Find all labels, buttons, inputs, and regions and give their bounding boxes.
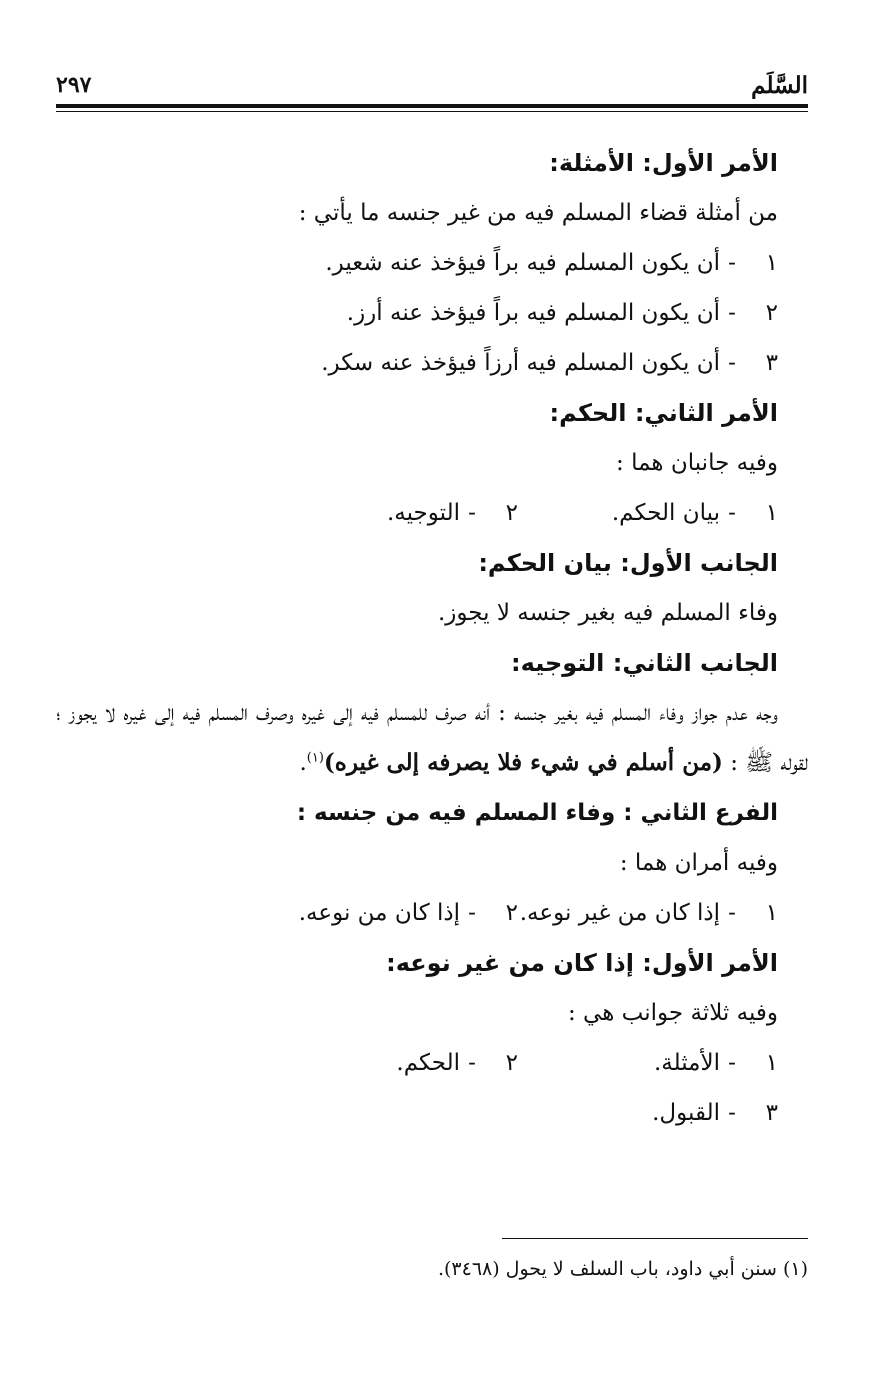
ruling-text: وفاء المسلم فيه بغير جنسه لا يجوز. bbox=[438, 600, 778, 626]
item-dash: - bbox=[728, 300, 736, 326]
item-number: ٢ bbox=[505, 1050, 518, 1076]
reason-text: وجه عدم جواز وفاء المسلم فيه بغير جنسه : أنه صرف للمسلم فيه إلى غيره وصرف المسلم فيه إلى غيره لا يجوز ؛ لقوله ﷺ : bbox=[56, 700, 808, 776]
item-number: ٢ bbox=[505, 900, 518, 926]
item-dash: - bbox=[468, 500, 476, 526]
examples-intro: من أمثلة قضاء المسلم فيه من غير جنسه ما يأتي : bbox=[298, 200, 778, 226]
list-item bbox=[518, 1038, 778, 1088]
page-body bbox=[56, 138, 808, 1138]
item-text: إذا كان من نوعه. bbox=[298, 900, 460, 926]
footnote-ref[interactable]: (١) bbox=[306, 750, 324, 766]
item-text: القبول. bbox=[652, 1100, 720, 1126]
heading-amr-second: الأمر الثاني: الحكم: bbox=[549, 399, 778, 427]
header-rule-thick bbox=[56, 104, 808, 108]
list-item bbox=[56, 338, 808, 388]
item-dash: - bbox=[728, 1050, 736, 1076]
item-number: ٣ bbox=[765, 350, 778, 376]
list-item bbox=[518, 888, 778, 938]
heading-janib-first: الجانب الأول: بيان الحكم: bbox=[478, 549, 778, 577]
item-number: ٢ bbox=[765, 300, 778, 326]
item-text: أن يكون المسلم فيه براً فيؤخذ عنه شعير. bbox=[325, 250, 720, 276]
reason-end: . bbox=[299, 750, 307, 776]
item-text: الحكم. bbox=[396, 1050, 460, 1076]
item-text: بيان الحكم. bbox=[611, 500, 720, 526]
aspects-intro: وفيه جانبان هما : bbox=[616, 450, 778, 476]
list-item bbox=[518, 488, 778, 538]
item-number: ١ bbox=[765, 500, 778, 526]
running-title: السَّلَم bbox=[751, 72, 808, 99]
list-item bbox=[56, 1088, 808, 1138]
item-text: التوجيه. bbox=[386, 500, 460, 526]
item-number: ٣ bbox=[765, 1100, 778, 1126]
page-header bbox=[56, 72, 808, 102]
item-number: ١ bbox=[765, 1050, 778, 1076]
two-column-list bbox=[56, 888, 808, 938]
item-dash: - bbox=[728, 900, 736, 926]
heading-amr-first-type: الأمر الأول: إذا كان من غير نوعه: bbox=[386, 949, 778, 977]
footnote: (١) سنن أبي داود، باب السلف لا يحول (٣٤٦٨). bbox=[437, 1258, 808, 1280]
heading-far-second: الفرع الثاني : وفاء المسلم فيه من جنسه : bbox=[296, 800, 778, 826]
page-number: ٢٩٧ bbox=[56, 72, 92, 98]
heading-janib-second: الجانب الثاني: التوجيه: bbox=[511, 649, 778, 677]
header-rule-thin bbox=[56, 111, 808, 112]
item-dash: - bbox=[468, 1050, 476, 1076]
two-column-list bbox=[56, 1038, 808, 1088]
list-item bbox=[56, 288, 808, 338]
matters-intro: وفيه أمران هما : bbox=[619, 850, 778, 876]
two-column-list bbox=[56, 488, 808, 538]
hadith-quote: (من أسلم في شيء فلا يصرفه إلى غيره) bbox=[323, 749, 723, 776]
item-text: إذا كان من غير نوعه. bbox=[519, 900, 720, 926]
item-number: ٢ bbox=[505, 500, 518, 526]
item-dash: - bbox=[728, 250, 736, 276]
heading-amr-first: الأمر الأول: الأمثلة: bbox=[549, 149, 778, 177]
footnote-rule bbox=[502, 1238, 808, 1239]
item-dash: - bbox=[728, 1100, 736, 1126]
item-text: الأمثلة. bbox=[653, 1050, 720, 1076]
item-number: ١ bbox=[765, 900, 778, 926]
item-text: أن يكون المسلم فيه براً فيؤخذ عنه أرز. bbox=[346, 300, 720, 326]
list-item bbox=[396, 1038, 518, 1088]
reason-paragraph bbox=[56, 688, 808, 788]
list-item bbox=[56, 238, 808, 288]
item-text: أن يكون المسلم فيه أرزاً فيؤخذ عنه سكر. bbox=[321, 350, 720, 376]
item-dash: - bbox=[468, 900, 476, 926]
sides-intro: وفيه ثلاثة جوانب هي : bbox=[568, 1000, 778, 1026]
list-item bbox=[299, 888, 518, 938]
item-dash: - bbox=[728, 350, 736, 376]
list-item bbox=[387, 488, 518, 538]
item-dash: - bbox=[728, 500, 736, 526]
item-number: ١ bbox=[765, 250, 778, 276]
